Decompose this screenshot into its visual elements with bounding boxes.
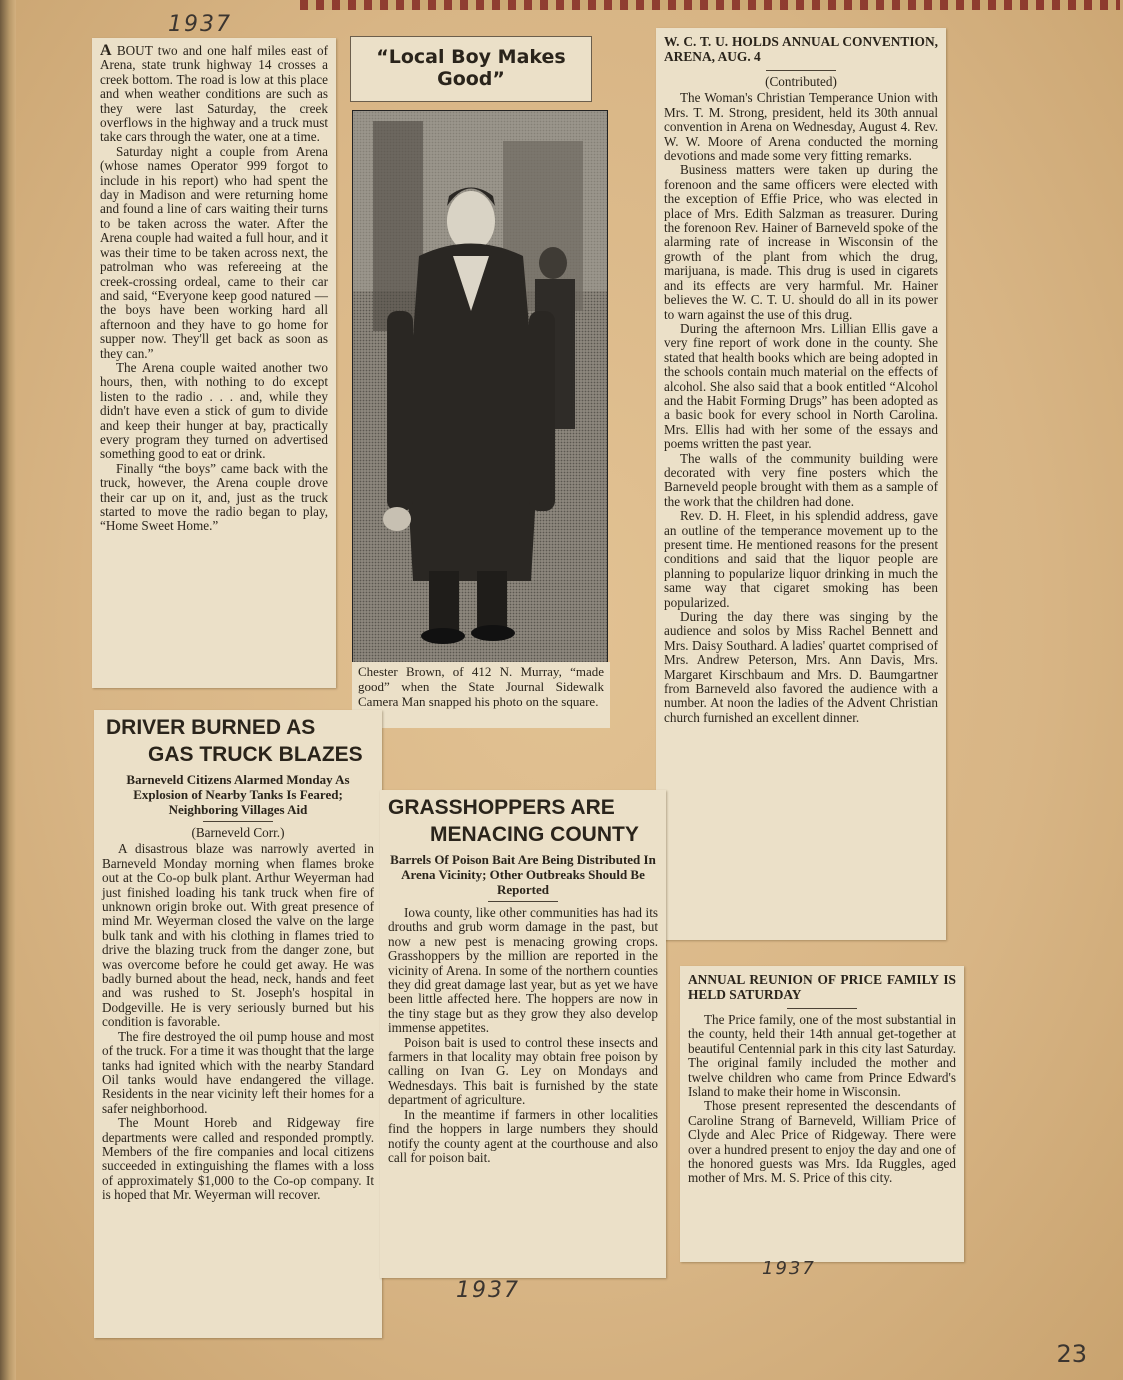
driver-headline-line1: DRIVER BURNED AS (106, 716, 316, 739)
price-paragraph: Those present represented the descendants of Caroline Strang of Barneveld, William Price of Clyde and Alec Price of Ridgeway. There were over a hundred present to enjoy the day and one of the honored guests was Mrs. Ida Ruggles, aged mother of Mrs. M. S. Price of this city. (688, 1098, 956, 1186)
photo-caption: Chester Brown, of 412 N. Murray, “made good” when the State Journal Sidewalk Camera Man snapped his photo on the square. (352, 662, 610, 728)
grasshopper-paragraph: Iowa county, like other communities has had its drouths and grub worm damage in the past, but now a new pest is menacing growing crops. Grasshoppers by the million are reported in the vicinity of Arena. In some of the northern counties they did great damage last year, but as yet we have been little affected here. The hoppers are now in the tiny stage but as they grow they also develop immense appetites. (388, 905, 658, 1036)
divider (488, 901, 558, 902)
grasshopper-paragraph: In the meantime if farmers in other localities find the hoppers in large numbers they should notify the county agent at the courthouse and also call for poison bait. (388, 1106, 658, 1165)
clipping-driver-burned (94, 710, 382, 1338)
driver-paragraph: The Mount Horeb and Ridgeway fire departments were called and responded promptly. Members of the fire companies and local citizens succeeded in extinguishing the flames with a loss of approximately $1,000 to the Co-op company. It is hoped that Mr. Weyerman will recover. (102, 1115, 374, 1203)
handwritten-year: 1937 (168, 12, 232, 37)
photo-image (353, 111, 607, 663)
wctu-paragraph: During the day there was singing by the audience and solos by Miss Rachel Bennett and Mrs. Daisy Southard. A ladies' quartet comprised of Mrs. Andrew Peterson, Mrs. Ann Davis, Mrs. Margaret Kirschbaum and Mrs. D. Baumgartner from Barneveld also favored the audience with a number. At noon the ladies of the Advent Christian church furnished an excellent dinner. (664, 609, 938, 725)
wctu-paragraph: Rev. D. H. Fleet, in his splendid address, gave an outline of the temperance movement up to the present time. He mentioned reasons for the present conditions and said that the liquor people are planning to popularize liquor drinking in much the same way that cigaret smoking has been popularized. (664, 508, 938, 610)
page-top-edge (300, 0, 1120, 10)
clipping-wctu-convention (656, 28, 946, 940)
arena-dropcap: A (100, 42, 112, 59)
price-headline: ANNUAL REUNION OF PRICE FAMILY IS HELD SATURDAY (688, 972, 956, 1002)
price-paragraph: The Price family, one of the most substantial in the county, held their 14th annual get-together at beautiful Centennial park in this city last Saturday. The original family included the mother and twelve children who came from Prince Edward's Island to make their home in Wisconsin. (688, 1012, 956, 1100)
wctu-dateline: (Contributed) (765, 74, 837, 89)
grasshopper-paragraph: Poison bait is used to control these insects and farmers in that locality may obtain free poison by calling on Ivan G. Ley on Mondays and Wednesdays. This bait is furnished by the state department of agriculture. (388, 1034, 658, 1108)
grasshopper-deck: Barrels Of Poison Bait Are Being Distributed In Arena Vicinity; Other Outbreaks Should Be Reported (390, 852, 656, 897)
page-number: 23 (1056, 1340, 1087, 1368)
clipping-price-reunion (680, 966, 964, 1262)
handwritten-year: 1937 (762, 1258, 816, 1279)
photo-chester-brown (352, 110, 608, 664)
divider (766, 70, 836, 71)
driver-headline-line2: GAS TRUCK BLAZES (148, 743, 363, 766)
driver-paragraph: A disastrous blaze was narrowly averted in Barneveld Monday morning when flames broke out at the Co-op bulk plant. Arthur Weyerman had just finished loading his tank truck when fire of unknown origin broke out. With great presence of mind Mr. Weyerman closed the valve on the large bulk tank and with his clothing in flames tried to drive the blazing truck from the danger zone, but was overcome before he could get away. He was badly burned about the head, neck, hands and feet and was rushed to St. Joseph's hospital in Dodgeville. He is very seriously burned but his condition is favorable. (102, 841, 374, 1030)
clipping-arena-creek (92, 38, 336, 688)
wctu-paragraph: Business matters were taken up during the forenoon and the same officers were elected with the exception of Effie Price, who was elected in place of Mrs. Edith Salzman as treasurer. During the forenoon Rev. Hainer of Barneveld spoke of the alarming rate of increase in Wisconsin of the growth of the plant from which the drug, marijuana, is made. This drug is used in cigarets and its effects are very harmful. Mr. Hainer believes the W. C. T. U. should do all in its power to warn against the use of this drug. (664, 162, 938, 322)
photo-headline: “Local Boy Makes Good” (350, 36, 592, 102)
divider (787, 1008, 857, 1009)
clipping-grasshoppers (380, 790, 666, 1278)
arena-paragraph: Finally “the boys” came back with the truck, however, the Arena couple drove their car up on it, and, just as the truck started to move the radio began to play, “Home Sweet Home.” (100, 460, 328, 534)
arena-paragraph (100, 44, 328, 145)
grasshopper-headline-line2: MENACING COUNTY (430, 823, 639, 846)
arena-paragraph: Saturday night a couple from Arena (whose names Operator 999 forgot to include in his report) who had spent the day in Madison and were returning home and found a line of cars waiting their turns to be taken across the water. After the Arena couple had waited a full hour, and it was their time to be taken across next, the patrolman who was refereeing at the creek-crossing ordeal, came to their car and said, “Everyone keep good natured — the boys have been working hard all afternoon and they have to go home for supper now. They'll get back as soon as they can.” (100, 143, 328, 361)
driver-deck: Barneveld Citizens Alarmed Monday As Explosion of Nearby Tanks Is Feared; Neighboring Villages Aid (126, 772, 350, 817)
wctu-paragraph: The Woman's Christian Temperance Union with Mrs. T. M. Strong, president, held its 30th annual convention in Arena on Wednesday, August 4. Rev. W. W. Moore of Arena conducted the morning devotions and made some very fitting remarks. (664, 90, 938, 164)
driver-paragraph: The fire destroyed the oil pump house and most of the truck. For a time it was thought that the large tanks had ignited which with the nearby Standard Oil tanks would have endangered the village. Residents in the near vicinity left their homes for a safer neighborhood. (102, 1028, 374, 1116)
divider (203, 821, 273, 822)
page-binding (0, 0, 16, 1380)
grasshopper-headline-line1: GRASSHOPPERS ARE (388, 796, 615, 819)
wctu-paragraph: The walls of the community building were decorated with very fine posters which the Barneveld people brought with them as a sample of the work that the children had done. (664, 450, 938, 509)
handwritten-year: 1937 (456, 1278, 520, 1303)
arena-paragraph: The Arena couple waited another two hours, then, with nothing to do except listen to the radio . . . and, while they didn't have even a stick of gum to divide and keep their hunger at bay, practically every program they turned on advertised something good to eat or drink. (100, 359, 328, 462)
driver-dateline: (Barneveld Corr.) (191, 825, 285, 840)
wctu-paragraph: During the afternoon Mrs. Lillian Ellis gave a very fine report of work done in the county. She stated that health books which are being adopted in the schools contain much material on the effects of alcohol. She also said that a book entitled “Alcohol and the Habit Forming Drugs” has been adopted as a basic book for every school in North Carolina. Mrs. Ellis had with her some of the essays and poems written the past year. (664, 320, 938, 452)
wctu-headline: W. C. T. U. HOLDS ANNUAL CONVENTION, ARENA, AUG. 4 (664, 34, 938, 64)
arena-paragraph-text: BOUT two and one half miles east of Arena, state trunk highway 14 crosses a creek bottom. The road is low at this place and when weather conditions are such as they were last Saturday, the creek overflows in the highway and a truck must take cars through the water, one at a time. (100, 43, 328, 145)
